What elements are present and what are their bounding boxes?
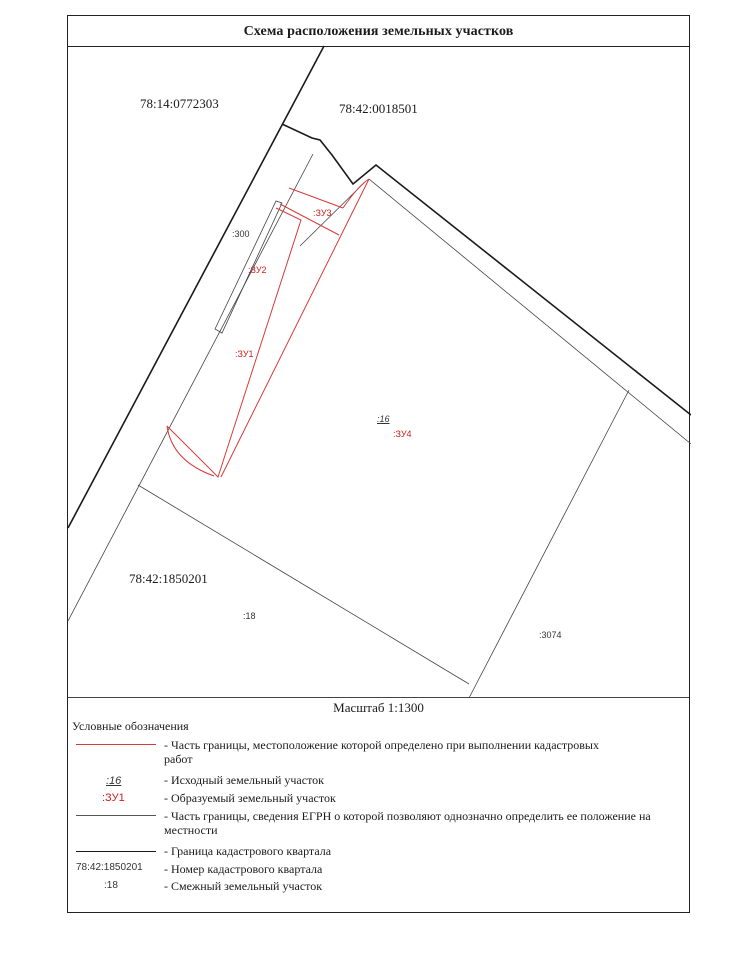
- quarter-label-sw: 78:42:1850201: [129, 571, 208, 586]
- parcel-label-18: :18: [243, 611, 256, 621]
- parcel-label-300: :300: [232, 229, 250, 239]
- cadastral-map: [68, 16, 691, 706]
- scale-divider: [68, 697, 689, 698]
- parcel-label-zu2: :ЗУ2: [248, 265, 267, 275]
- legend-heading: Условные обозначения: [72, 719, 189, 733]
- parcel-label-3074: :3074: [539, 630, 562, 640]
- legend-thick-line-symbol: [76, 851, 156, 852]
- legend-formed-symbol: :ЗУ1: [102, 792, 125, 804]
- parcel-label-zu4: :ЗУ4: [393, 429, 412, 439]
- legend-adjacent-symbol: :18: [104, 880, 118, 891]
- scheme-sheet: [67, 15, 690, 913]
- zu-long-edge: [221, 179, 369, 477]
- legend-quarter-number-symbol: 78:42:1850201: [76, 862, 143, 873]
- zu3-top: [289, 188, 343, 208]
- quarter-label-nw: 78:14:0772303: [140, 96, 219, 111]
- legend-item-source: - Исходный земельный участок: [164, 773, 324, 787]
- boundary-ne-inner: [369, 179, 691, 444]
- quarter-boundary-north: [282, 124, 691, 415]
- legend-item-egrn-boundary: - Часть границы, сведения ЕГРН о которой позволяют однозначно определить ее положение на местности: [164, 809, 651, 837]
- parcel-label-zu1: :ЗУ1: [235, 349, 254, 359]
- boundary-west-inner: [68, 154, 313, 621]
- legend-item-adjacent: - Смежный земельный участок: [164, 879, 323, 893]
- boundary-zu4-east: [469, 390, 629, 698]
- parcel-label-16: :16: [377, 414, 390, 424]
- scale-label: Масштаб 1:1300: [333, 700, 424, 715]
- quarter-label-ne: 78:42:0018501: [339, 101, 418, 116]
- legend-item-quarter-number: - Номер кадастрового квартала: [164, 862, 323, 876]
- parcel-label-zu3: :ЗУ3: [313, 208, 332, 218]
- legend-source-symbol: :16: [106, 775, 122, 787]
- legend-item-quarter-boundary: - Граница кадастрового квартала: [164, 844, 332, 858]
- scheme-title: Схема расположения земельных участков: [68, 16, 689, 47]
- legend-item-red-boundary: - Часть границы, местоположение которой определено при выполнении кадастровых работ: [164, 738, 599, 766]
- legend-thin-line-symbol: [76, 815, 156, 816]
- legend-red-line-symbol: [76, 744, 156, 745]
- zu3-arc: [343, 179, 369, 208]
- legend-item-formed: - Образуемый земельный участок: [164, 791, 336, 805]
- zu1-outline: [167, 208, 301, 477]
